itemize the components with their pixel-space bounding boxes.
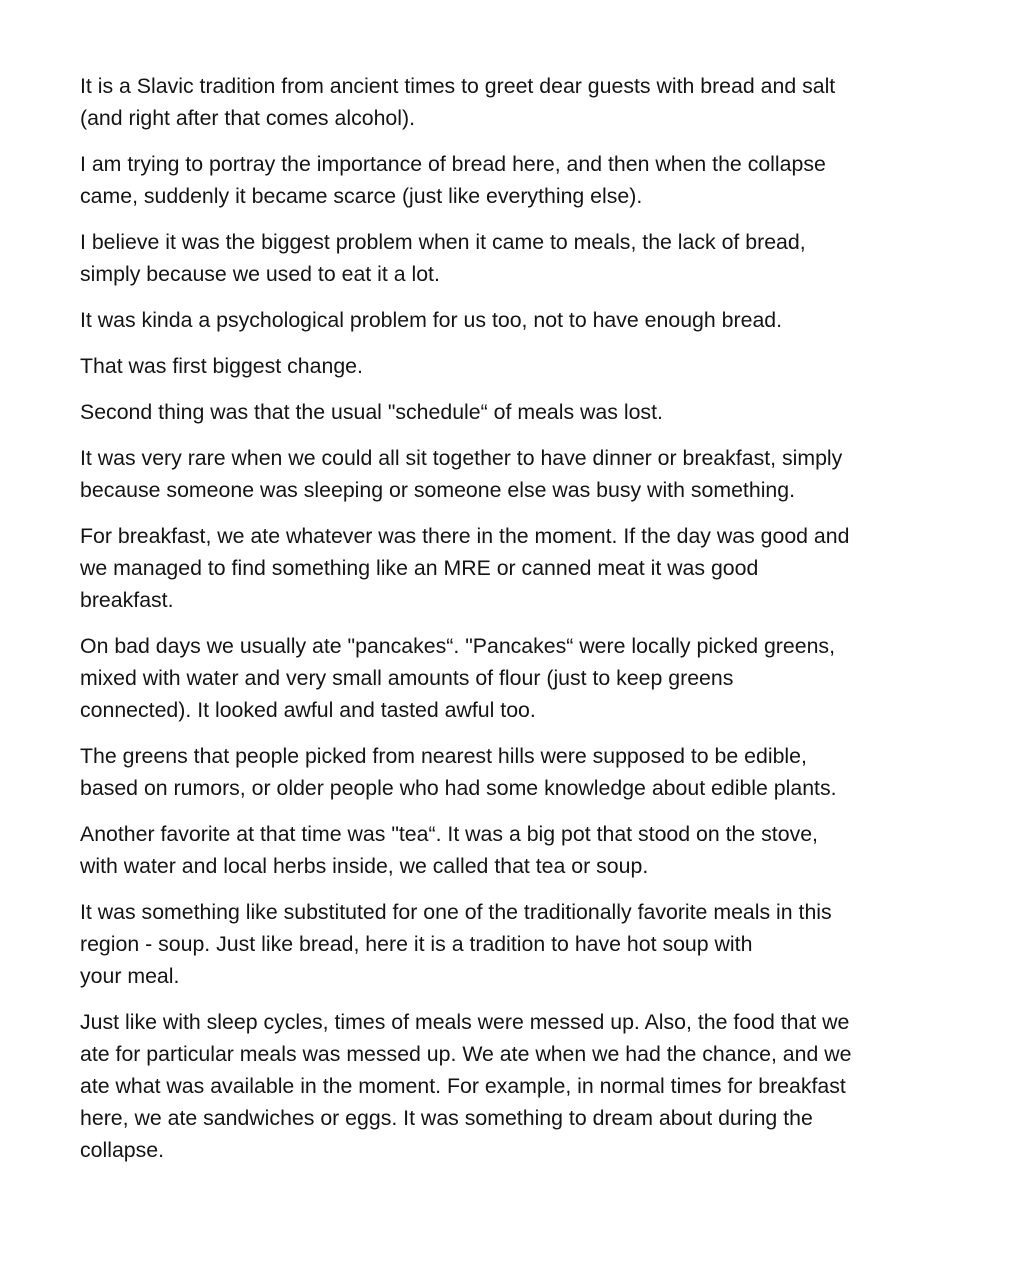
text-line: Second thing was that the usual "schedule“ of meals was lost. — [80, 400, 663, 424]
text-line: because someone was sleeping or someone else was busy with something. — [80, 478, 796, 502]
text-line: ate for particular meals was messed up. We ate when we had the chance, and we — [80, 1042, 852, 1066]
text-line: It is a Slavic tradition from ancient times to greet dear guests with bread and salt — [80, 74, 836, 98]
text-line: It was something like substituted for one of the traditionally favorite meals in this — [80, 900, 832, 924]
text-line: here, we ate sandwiches or eggs. It was something to dream about during the — [80, 1106, 813, 1130]
text-line: based on rumors, or older people who had some knowledge about edible plants. — [80, 776, 837, 800]
text-line: with water and local herbs inside, we called that tea or soup. — [80, 854, 649, 878]
paragraph — [80, 818, 940, 882]
text-line: On bad days we usually ate "pancakes“. "Pancakes“ were locally picked greens, — [80, 634, 835, 658]
paragraph — [80, 630, 940, 726]
text-line: collapse. — [80, 1138, 165, 1162]
text-line: Another favorite at that time was "tea“. It was a big pot that stood on the stove, — [80, 822, 818, 846]
paragraph — [80, 442, 940, 506]
text-line: connected). It looked awful and tasted awful too. — [80, 698, 536, 722]
paragraph — [80, 396, 940, 428]
paragraph — [80, 1006, 940, 1166]
paragraph — [80, 520, 940, 616]
paragraph — [80, 148, 940, 212]
text-line: For breakfast, we ate whatever was there in the moment. If the day was good and — [80, 524, 850, 548]
paragraph — [80, 350, 940, 382]
paragraph — [80, 70, 940, 134]
text-line: ate what was available in the moment. For example, in normal times for breakfast — [80, 1074, 846, 1098]
paragraph — [80, 226, 940, 290]
text-line: It was kinda a psychological problem for us too, not to have enough bread. — [80, 308, 783, 332]
text-line: Just like with sleep cycles, times of meals were messed up. Also, the food that we — [80, 1010, 850, 1034]
text-line: came, suddenly it became scarce (just like everything else). — [80, 184, 643, 208]
text-line: I believe it was the biggest problem when it came to meals, the lack of bread, — [80, 230, 806, 254]
text-line: It was very rare when we could all sit together to have dinner or breakfast, simply — [80, 446, 843, 470]
text-line: I am trying to portray the importance of bread here, and then when the collapse — [80, 152, 826, 176]
text-line: That was first biggest change. — [80, 354, 363, 378]
text-line: region - soup. Just like bread, here it is a tradition to have hot soup with — [80, 932, 753, 956]
document-page — [80, 70, 940, 1180]
text-line: (and right after that comes alcohol). — [80, 106, 415, 130]
text-line: your meal. — [80, 964, 180, 988]
text-line: breakfast. — [80, 588, 174, 612]
text-line: we managed to find something like an MRE or canned meat it was good — [80, 556, 759, 580]
text-line: simply because we used to eat it a lot. — [80, 262, 440, 286]
paragraph — [80, 896, 940, 992]
text-line: mixed with water and very small amounts of flour (just to keep greens — [80, 666, 734, 690]
paragraph — [80, 304, 940, 336]
text-line: The greens that people picked from nearest hills were supposed to be edible, — [80, 744, 807, 768]
paragraph — [80, 740, 940, 804]
